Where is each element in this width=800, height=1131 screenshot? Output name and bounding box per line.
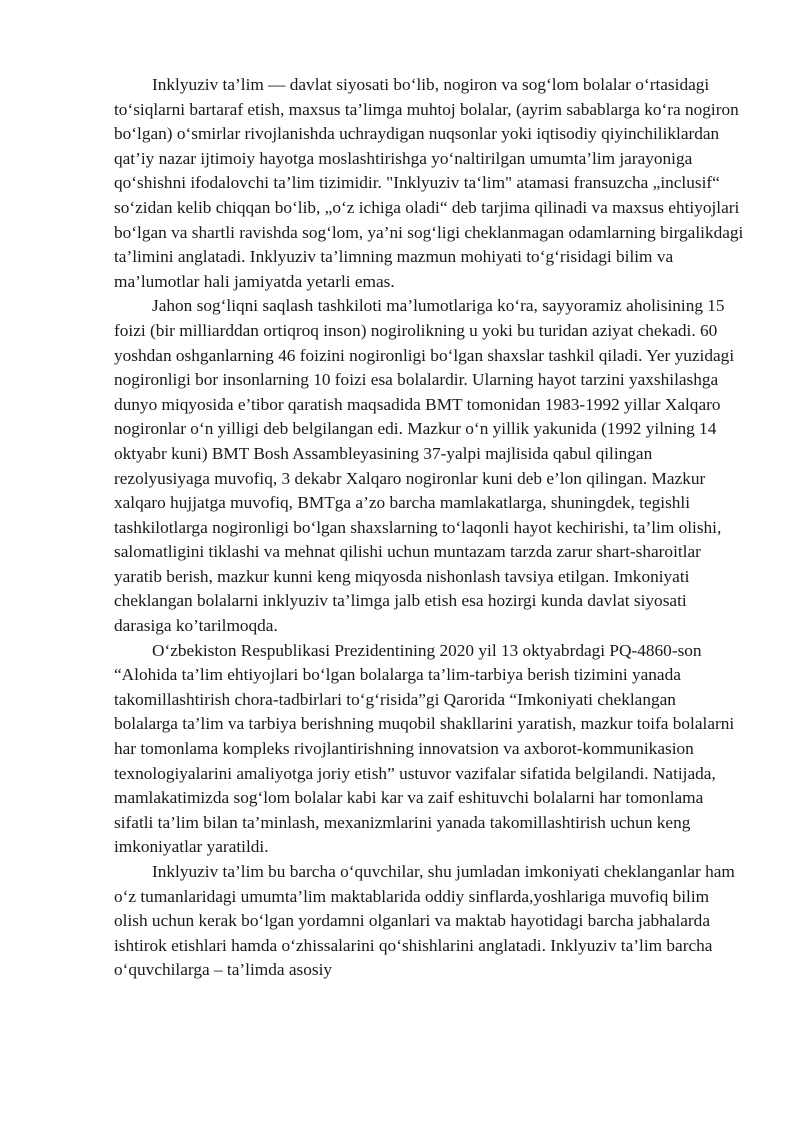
document-page [114,73,744,983]
paragraph-who-statistics: Jahon sog‘liqni saqlash tashkiloti ma’lumotlariga ko‘ra, sayyoramiz aholisining 15 foizi (bir milliarddan ortiqroq inson) nogirolikning u yoki bu turidan aziyat chekadi. 60 yoshdan oshganlarning 46 foizini nogironligi bo‘lgan shaxslar tashkil qiladi. Yer yuzidagi nogironligi bor insonlarning 10 foizi esa bolalardir. Ularning hayot tarzini yaxshilashga dunyo miqyosida e’tibor qaratish maqsadida BMT tomonidan 1983-1992 yillar Xalqaro nogironlar o‘n yilligi deb belgilangan edi. Mazkur o‘n yillik yakunida (1992 yilning 14 oktyabr kuni) BMT Bosh Assambleyasining 37-yalpi majlisida qabul qilingan rezolyusiyaga muvofiq, 3 dekabr Xalqaro nogironlar kuni deb e’lon qilingan. Mazkur xalqaro hujjatga muvofiq, BMTga a’zo barcha mamlakatlarga, shuningdek, tegishli tashkilotlarga nogironligi bo‘lgan shaxslarning to‘laqonli hayot kechirishi, ta’lim olishi, salomatligini tiklashi va mehnat qilishi uchun muntazam tarzda zarur shart-sharoitlar yaratib berish, mazkur kunni keng miqyosda nishonlash tavsiya etilgan. Imkoniyati cheklangan bolalarni inklyuziv ta’limga jalb etish esa hozirgi kunda davlat siyosati darasiga ko’tarilmoqda. [114,296,735,636]
paragraph-inclusive-education-definition: Inklyuziv ta’lim — davlat siyosati bo‘lib, nogiron va sog‘lom bolalar o‘rtasidagi to‘siqlarni bartaraf etish, maxsus ta’limga muhtoj bolalar, (ayrim sabablarga ko‘ra nogiron bo‘lgan) o‘smirlar rivojlanishda uchraydigan nuqsonlar yoki iqtisodiy qiyinchiliklardan qat’iy nazar ijtimoiy hayotga moslashtirishga yo‘naltirilgan umumta’lim jarayoniga qo‘shishni ifodalovchi ta’lim tizimidir. "Inklyuziv ta‘lim" atamasi fransuzcha „inclusif“ so‘zidan kelib chiqqan bo‘lib, „o‘z ichiga oladi“ deb tarjima qilinadi va maxsus ehtiyojlari bo‘lgan va shartli ravishda sog‘lom, ya’ni sog‘ligi cheklanmagan odamlarning birgalikdagi ta’limini anglatadi. Inklyuziv ta’limning mazmun mohiyati to‘g‘risidagi bilim va ma’lumotlar hali jamiyatda yetarli emas. [114,75,744,291]
paragraph-presidential-decree: O‘zbekiston Respublikasi Prezidentining 2020 yil 13 oktyabrdagi PQ-4860-son “Alohida ta’lim ehtiyojlari bo‘lgan bolalarga ta’lim-tarbiya berish tizimini yanada takomillashtirish chora-tadbirlari to‘g‘risida”gi Qarorida “Imkoniyati cheklangan bolalarga ta’lim va tarbiya berishning muqobil shakllarini yaratish, mazkur toifa bolalarni har tomonlama kompleks rivojlantirishning innovatsion va axborot-kommunikasion texnologiyalarini amaliyotga joriy etish” ustuvor vazifalar sifatida belgilandi. Natijada, mamlakatimizda sog‘lom bolalar kabi kar va zaif eshituvchi bolalarni har tomonlama sifatli ta’lim bilan ta’minlash, mexanizmlarini yanada takomillashtirish uchun keng imkoniyatlar yaratildi. [114,640,735,857]
paragraph-inclusive-education-meaning: Inklyuziv ta’lim bu barcha o‘quvchilar, shu jumladan imkoniyati cheklanganlar ham o‘z tumanlaridagi umumta’lim maktablarida oddiy sinflarda,yoshlariga muvofiq bilim olish uchun kerak bo‘lgan yordamni olganlari va maktab hayotidagi barcha jabhalarda ishtirok etishlari hamda o‘zhissalarini qo‘shishlarini anglatadi. Inklyuziv ta’lim barcha o‘quvchilarga – ta’limda asosiy [114,862,735,980]
